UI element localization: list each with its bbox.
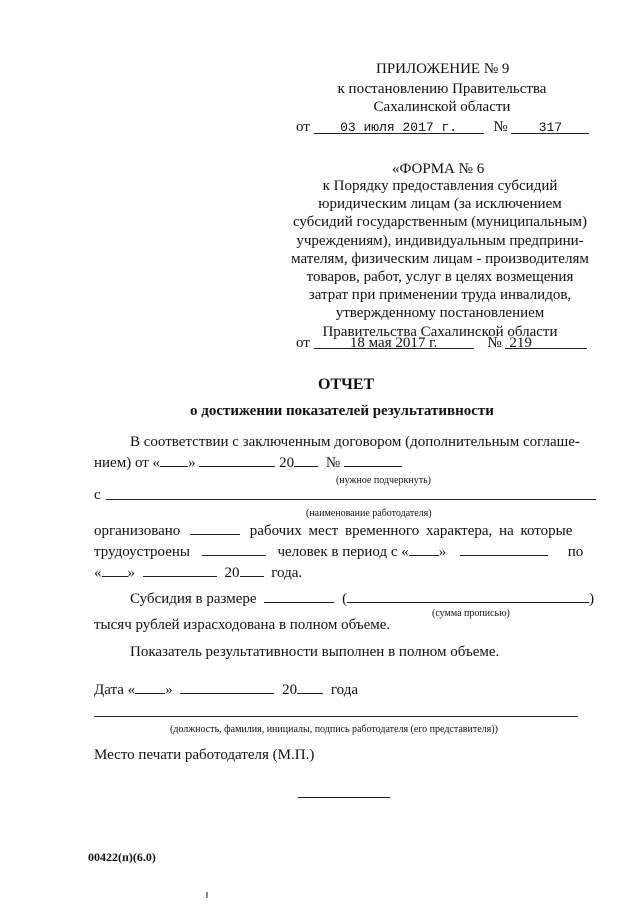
report-date-prefix: Дата « — [94, 682, 136, 698]
subsidy-words-field[interactable] — [347, 588, 589, 603]
period-start-day-field[interactable] — [409, 541, 439, 556]
form-date-row — [296, 334, 587, 352]
appendix-date-row — [296, 118, 589, 136]
period-end-day-field[interactable] — [102, 562, 128, 577]
period-end-year-field[interactable] — [240, 562, 264, 577]
organized-row — [94, 520, 572, 540]
period-end-month-field[interactable] — [143, 562, 217, 577]
form-description-line: к Порядку предоставления субсидий — [322, 178, 558, 194]
period-start-month-field[interactable] — [460, 541, 548, 556]
contract-quote-close: » — [188, 455, 196, 471]
organized-label: организовано — [94, 523, 181, 539]
scan-mark — [206, 892, 208, 898]
note-underline: (нужное подчеркнуть) — [336, 475, 431, 486]
form-description-line: товаров, работ, услуг в целях возмещения — [306, 269, 574, 286]
report-date-quote-close: » — [165, 682, 173, 698]
subsidy-paren-open: ( — [342, 591, 348, 607]
note-words: (сумма прописью) — [432, 608, 510, 619]
appendix-line-1: к постановлению Правительства — [337, 81, 547, 97]
form-description-line: юридическим лицам (за исключением — [318, 196, 562, 213]
contract-year-prefix: 20 — [279, 455, 295, 471]
form-number-value: 219 — [505, 334, 587, 349]
contract-day-field[interactable] — [160, 452, 188, 467]
form-description-line: Правительства Сахалинской области — [322, 323, 558, 340]
subsidy-label: Субсидия в размере — [130, 591, 257, 607]
stamp-label: Место печати работодателя (М.П.) — [94, 747, 315, 763]
employed-quote-close: » — [438, 544, 447, 560]
report-month-field[interactable] — [180, 679, 274, 694]
appendix-number-value: 317 — [511, 119, 589, 134]
subsidy-paren-close: ) — [589, 591, 595, 607]
appendix-line-2: Сахалинской области — [373, 99, 511, 115]
form-date-prefix: от — [296, 335, 310, 351]
form-description-line: мателям, физическим лицам - производителям — [291, 250, 589, 267]
report-date-row — [94, 679, 358, 699]
form-description — [280, 177, 600, 341]
form-date-value: 18 мая 2017 г. — [314, 334, 474, 349]
contract-date-prefix: нием) от « — [94, 455, 161, 471]
jobs-count-field[interactable] — [190, 520, 240, 535]
report-year-field[interactable] — [297, 679, 323, 694]
form-description-line: субсидий государственным (муниципальным) — [292, 214, 588, 231]
period-end-row — [94, 562, 302, 582]
indicator-text: Показатель результативности выполнен в полном объеме. — [130, 644, 500, 660]
report-date-suffix: года — [330, 682, 359, 698]
employed-label: трудоустроены — [94, 544, 190, 560]
subsidy-amount-field[interactable] — [264, 588, 334, 603]
period-end-year-prefix: 20 — [224, 565, 240, 581]
appendix-number-prefix: № — [493, 119, 508, 135]
employed-period-label: человек в период с « — [277, 544, 409, 560]
employer-prefix: с — [94, 487, 101, 503]
period-end-quote-open: « — [94, 565, 102, 581]
form-title: «ФОРМА № 6 — [392, 161, 485, 177]
employer-name-field[interactable] — [106, 499, 596, 500]
employees-count-field[interactable] — [202, 541, 266, 556]
report-title: ОТЧЕТ — [318, 376, 375, 393]
form-description-line: утвержденному постановлением — [335, 305, 545, 322]
subsidy-spent-text: тысяч рублей израсходована в полном объеме. — [94, 617, 391, 633]
employed-row — [94, 541, 583, 561]
appendix-date-prefix: от — [296, 119, 310, 135]
contract-number-field[interactable] — [344, 452, 402, 467]
stamp-line — [298, 797, 390, 798]
footer-code: 00422(п)(6.0) — [88, 850, 156, 864]
report-year-prefix: 20 — [282, 682, 298, 698]
form-description-line: учреждениям), индивидуальным предприни- — [296, 232, 584, 249]
subsidy-row — [130, 588, 594, 608]
period-end-suffix: года. — [271, 565, 303, 581]
form-number-prefix: № — [487, 335, 502, 351]
employed-to-label: по — [567, 544, 584, 560]
contract-month-field[interactable] — [199, 452, 275, 467]
form-description-line: затрат при применении труда инвалидов, — [308, 287, 572, 304]
report-subtitle: о достижении показателей результативности — [190, 403, 494, 419]
contract-year-field[interactable] — [294, 452, 318, 467]
organized-text: рабочих мест временного характера, на которые — [249, 523, 573, 539]
note-signature: (должность, фамилия, инициалы, подпись работодателя (его представителя)) — [170, 724, 498, 735]
appendix-title: ПРИЛОЖЕНИЕ № 9 — [376, 61, 510, 77]
appendix-date-value: 03 июля 2017 г. — [314, 119, 484, 134]
signature-field[interactable] — [94, 716, 578, 717]
note-employer: (наименование работодателя) — [306, 508, 432, 519]
report-day-field[interactable] — [135, 679, 165, 694]
contract-line-2 — [94, 452, 402, 472]
contract-number-prefix: № — [325, 455, 341, 471]
contract-line-1: В соответствии с заключенным договором (дополнительным соглаше- — [130, 434, 580, 450]
period-end-quote-close: » — [127, 565, 135, 581]
